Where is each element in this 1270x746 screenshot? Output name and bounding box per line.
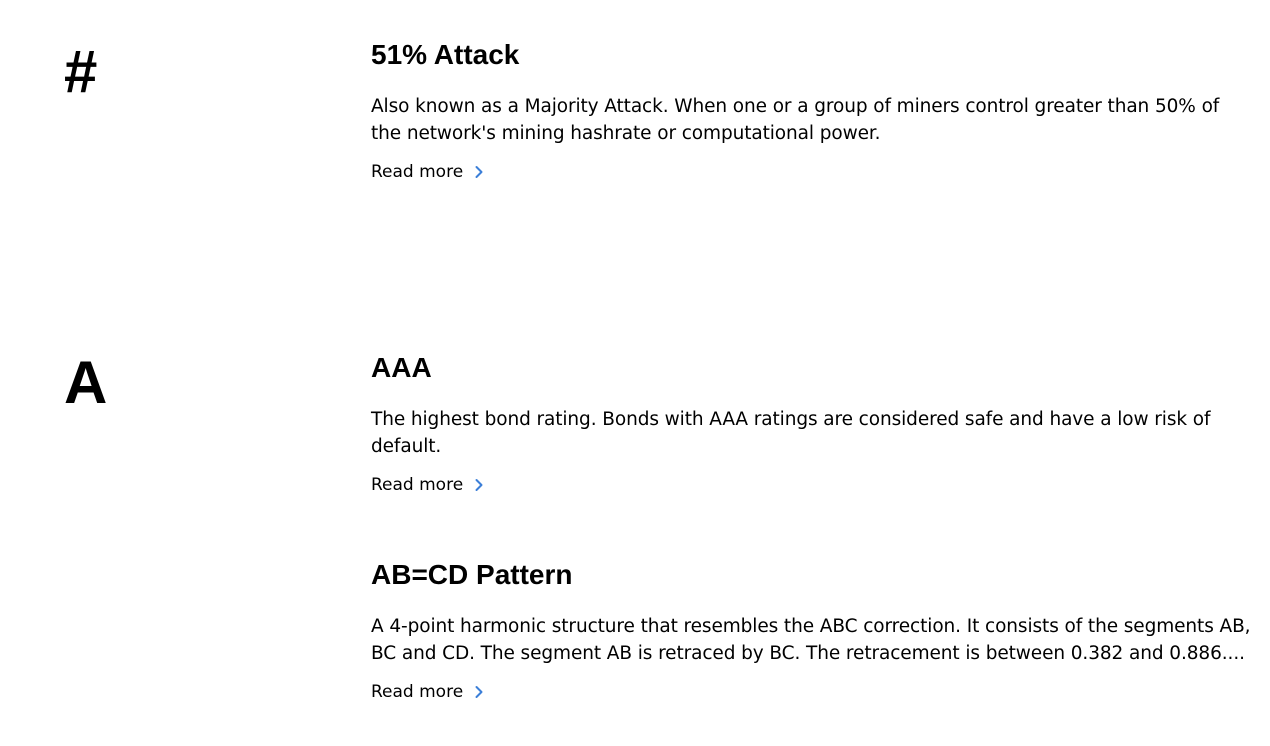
read-more-label: Read more bbox=[371, 682, 464, 702]
entry-description: Also known as a Majority Attack. When one or a group of miners control greater than 50% of the network's mining hashrate or computational power. bbox=[371, 96, 1220, 144]
read-more-label: Read more bbox=[371, 475, 464, 495]
read-more-link[interactable] bbox=[371, 681, 485, 703]
chevron-right-icon bbox=[473, 685, 485, 699]
section-letter-hash: # bbox=[64, 38, 98, 105]
glossary-entry bbox=[371, 38, 1251, 183]
entry-title: 51% Attack bbox=[371, 39, 520, 70]
read-more-label: Read more bbox=[371, 162, 464, 182]
chevron-right-icon bbox=[473, 165, 485, 179]
chevron-right-icon bbox=[473, 478, 485, 492]
entry-title: AAA bbox=[371, 352, 432, 383]
entry-description: The highest bond rating. Bonds with AAA ratings are considered safe and have a low risk of default. bbox=[371, 409, 1211, 457]
glossary-entry bbox=[371, 351, 1251, 496]
section-letter-a: A bbox=[64, 349, 108, 416]
entry-description: A 4-point harmonic structure that resembles the ABC correction. It consists of the segments AB, BC and CD. The segment AB is retraced by BC. The retracement is between 0.382 and 0.886.... bbox=[371, 616, 1251, 664]
entry-title: AB=CD Pattern bbox=[371, 559, 573, 590]
read-more-link[interactable] bbox=[371, 161, 485, 183]
read-more-link[interactable] bbox=[371, 474, 485, 496]
glossary-entry bbox=[371, 558, 1251, 703]
